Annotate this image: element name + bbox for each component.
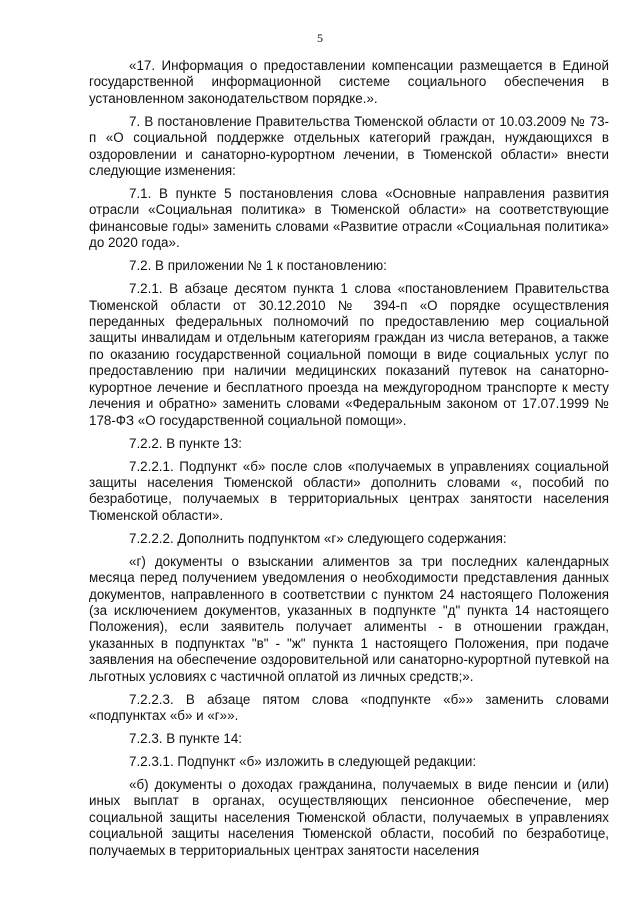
page-number: 5 <box>317 31 323 45</box>
paragraph-7-1: 7.1. В пункте 5 постановления слова «Основные направления развития отрасли «Социальная политика» в Тюменской области» на соответствующие финансовые годы» заменить словами «Развитие отрасли «Социальная политика» до 2020 года». <box>89 186 609 251</box>
paragraph-7-2: 7.2. В приложении № 1 к постановлению: <box>129 258 387 274</box>
paragraph-7-2-3: 7.2.3. В пункте 14: <box>129 730 242 746</box>
document-body <box>89 58 609 866</box>
paragraph-7-2-2: 7.2.2. В пункте 13: <box>129 435 242 451</box>
paragraph-7-2-3-1: 7.2.3.1. Подпункт «б» изложить в следующей редакции: <box>129 753 477 769</box>
paragraph-subpoint-b: «б) документы о доходах гражданина, получаемых в виде пенсии и (или) иных выплат в органах, осуществляющих пенсионное обеспечение, мер социальной защиты населения Тюменской области, получаемых в управлениях социальной защиты населения Тюменской области, пособий по безработице, получаемых в территориальных центрах занятости населения <box>89 776 609 858</box>
paragraph-17-information: «17. Информация о предоставлении компенсации размещается в Единой государственной информационной системе социального обеспечения в установленном законодательством порядке.». <box>89 58 609 106</box>
paragraph-7: 7. В постановление Правительства Тюменской области от 10.03.2009 № 73-п «О социальной поддержке отдельных категорий граждан, нуждающихся в оздоровлении и санаторно-курортном лечении, в Тюменской области» внести следующие изменения: <box>89 113 609 179</box>
paragraph-7-2-2-2: 7.2.2.2. Дополнить подпунктом «г» следующего содержания: <box>129 530 507 546</box>
paragraph-subpoint-g: «г) документы о взыскании алиментов за три последних календарных месяца перед получением уведомления о необходимости представления данных документов, направленного в соответствии с пунктом 24 настоящего Положения (за исключением документов, указанных в подпункте "д" пункта 14 настоящего Положения), если заявитель получает алименты - в отношении граждан, указанных в подпунктах "в" - "ж" пункта 1 настоящего Положения, при подаче заявления на обеспечение оздоровительной или санаторно-курортной путевкой на льготных условиях с частичной оплатой из личных средств;». <box>89 553 609 684</box>
paragraph-7-2-2-1: 7.2.2.1. Подпункт «б» после слов «получаемых в управлениях социальной защиты населения Тюменской области» дополнить словами «, пособий по безработице, получаемых в территориальных центрах занятости населения Тюменской области». <box>89 458 609 523</box>
paragraph-7-2-2-3: 7.2.2.3. В абзаце пятом слова «подпункте «б»» заменить словами «подпунктах «б» и «г»». <box>89 691 609 723</box>
paragraph-7-2-1: 7.2.1. В абзаце десятом пункта 1 слова «постановлением Правительства Тюменской области от 30.12.2010 № 394-п «О порядке осуществления переданных федеральных полномочий по предоставлению мер социальной защиты инвалидам и отдельным категориям граждан из числа ветеранов, а также по оказанию государственной социальной помощи в виде социальных услуг по предоставлению при наличии медицинских показаний путевок на санаторно-курортное лечение и бесплатного проезда на междугородном транспорте к месту лечения и обратно» заменить словами «Федеральным законом от 17.07.1999 № 178-ФЗ «О государственной социальной помощи». <box>89 281 609 428</box>
